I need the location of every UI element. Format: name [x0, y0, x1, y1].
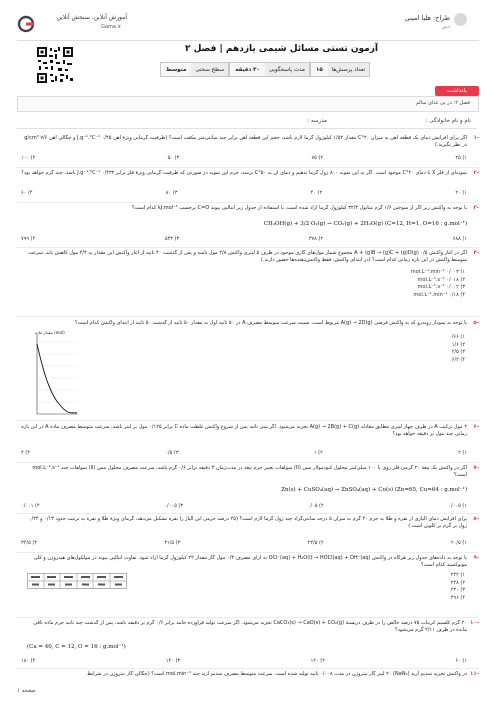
question-8 — [17, 516, 479, 553]
question-7 — [17, 465, 479, 514]
option[interactable]: ۳) ۰/۰۰۵ — [164, 503, 184, 509]
question-9 — [17, 555, 479, 618]
question-text: با توجه به نمودار روبه‌رو که به واکنش فرضی A(g) → 2D(g) مربوط است، نسبت سرعت متوسط مصرف A در ۵۰ ثانیه اول به مقدار ۵۰ ثانیه از گذشت ۵۰ ثانیه از ابتدای واکنش کدام است؟ — [75, 320, 467, 326]
option[interactable]: ۳) ۸۰ — [165, 190, 178, 196]
question-text: نمونه‌ای از فلز X با دمای ۲۰°C موجود است. اگر به این نمونه ۸۰۰ ژول گرما بدهیم و دمای آن به ۵۰°C برسد، جرم این نمونه در صورتی که ظرفیت گرمایی ویژهٔ فلز برابر ۰/۴۳۲ J.g⁻¹.°C⁻¹ باشد، چند گرم خواهد بود؟ — [21, 170, 467, 176]
reaction-formula: Zn(s) + CuSO₄(aq) → ZnSO₄(aq) + Cu(s) (Zn=65, Cu=64 : g.mol⁻¹) — [281, 487, 467, 493]
question-11 — [17, 671, 479, 685]
author-name: طراح: هلیا امینی — [404, 14, 450, 22]
options-row — [21, 540, 467, 546]
option[interactable]: ۲) ۳۷۸ — [308, 236, 324, 242]
option[interactable]: ۳) ۲/۵ — [451, 349, 465, 355]
question-3 — [17, 205, 479, 248]
option[interactable]: ۱) ۲۴۲ — [450, 572, 465, 578]
question-text: ۲ مول ترکیب A در ظرف چهار لیتری مطابق معادله A(g) → 2B(g) + C(g) تجزیه می‌شود. اگر سی ثانیه پس از شروع واکنش غلظت ماده C برابر ۰/۱۲۵ مول بر لیتر باشد، سرعت متوسط مصرف ماده A در این بازه زمانی چند مول بر دقیقه خواهد بود؟ — [21, 424, 467, 437]
notes-text: فصل ۲: در پی غذای سالم — [415, 100, 470, 106]
options-row — [21, 503, 467, 509]
stat-key: مدت پاسخگویی — [265, 63, 309, 76]
question-number: ۴- — [473, 250, 479, 256]
option[interactable]: ۲) ۷۵ — [311, 155, 324, 161]
stat-value: متوسط — [166, 66, 187, 73]
page-footer: صفحه ۱ — [17, 688, 36, 694]
options-row — [21, 236, 467, 242]
question-text: با توجه به واکنش زیر اگر از سوختن ۱/۶ گرم متانول ۳۲/۴ کیلوژول گرما آزاد شده است، با استفاده از جدول زیر آنتالپی پیوند C=O برحسب kJ.mol⁻¹ کدام است؟ — [132, 205, 467, 211]
option[interactable]: ۱) ۰/۰۰۳ mol.L⁻¹.min⁻¹ — [410, 269, 465, 275]
option[interactable]: ۲) ۲۳/۵ — [307, 540, 324, 546]
option[interactable]: ۴) ۶۰ — [21, 190, 33, 196]
bond-energy-table — [27, 573, 127, 589]
option[interactable]: ۳) ۱۴۰ — [165, 658, 181, 664]
chart-y-label: مقدار ماده (mol) — [35, 330, 65, 335]
student-info-row — [17, 116, 477, 129]
option[interactable]: ۳) ۰/۵ — [165, 450, 179, 456]
option[interactable]: ۴) ۳۴/۵ — [21, 540, 38, 546]
question-number: ۱۰- — [470, 620, 479, 626]
question-text: با توجه به داده‌های جدول زیر هرگاه در واکنش OCl⁻(aq) + H₂O(l) → HOCl(aq) + OH⁻(aq) به ازای مصرف ۰/۴ مول گاز مقدار ۲۲ کیلوژول گرما آزاد شود، تفاوت آنتالپی پیوند در مولکول‌های هیدروژن و کلر، مونوکسید کدام است؟ — [33, 555, 467, 568]
decay-graph — [29, 330, 79, 418]
stat-key: تعداد پرسش‌ها — [328, 63, 370, 76]
question-2 — [17, 170, 479, 203]
options-row — [21, 658, 467, 664]
option[interactable]: ۱) ۰/۰۰۵ — [448, 503, 467, 509]
option[interactable]: ۳) ۲۳۰ — [450, 587, 465, 593]
options-row — [21, 450, 467, 456]
option[interactable]: ۲) ۰/۰۵ — [307, 503, 324, 509]
question-10 — [17, 620, 479, 669]
brand-url: Gama.ir — [101, 24, 121, 30]
option[interactable]: ۴) ۰/۱۸ mol.L⁻¹.min⁻¹ — [413, 291, 465, 298]
option[interactable]: ۴) ۴۹۶ — [450, 594, 465, 601]
question-6 — [17, 424, 479, 463]
question-text: اگر در واکنش یک تیغهٔ ۲۰ گرمی فلز روی با ۱۰۰ میلی‌لیتر محلول کبودمولار مس (II) سولفات تغییر جرم تیغه در مدت‌زمان ۳ دقیقه برابر ۰/۶ گرم باشد، سرعت مصرف محلول مس (II) سولفات چند mol.L⁻¹.s⁻¹ است؟ — [32, 465, 467, 478]
question-number: ۱۱- — [470, 671, 479, 677]
option[interactable]: ۴) ۰/۰۰۱ — [21, 503, 40, 509]
stat-value: ۳۰ دقیقه — [235, 66, 260, 73]
reaction-formula: CH₃OH(g) + 3/2 O₂(g) → CO₂(g) + 2H₂O(g) (C=12, H=1, O=16 : g.mol⁻¹) — [263, 221, 467, 227]
qr-code-icon — [36, 46, 74, 84]
question-number: ۶- — [473, 424, 479, 430]
question-text: برای افزایش دمای آلیاژی از نقره و طلا به جرم ۴۰ گرم به میزان ۵ درجه سانتی‌گراد چند ژول گرما لازم است؟ (۲۵ درصد جرمی این آلیاژ را نقره تشکیل می‌دهد، گرمای ویژهٔ طلا و نقره به ترتیب حدود ۰/۱۳ و ۰/۲۴ ژول بر گرم بر کلوین است.) — [28, 516, 467, 529]
question-number: ۷- — [473, 465, 479, 471]
option[interactable]: ۲) ۴۰ — [310, 190, 323, 196]
option[interactable]: ۱) ۶۸۸ — [452, 236, 467, 242]
option[interactable]: ۱) ۲۵ — [455, 155, 467, 161]
options-row — [21, 190, 467, 196]
school-label[interactable]: مدرسه : — [307, 118, 327, 124]
options-column — [451, 572, 465, 602]
header-divider — [17, 40, 479, 41]
question-number: ۸- — [473, 516, 479, 522]
option[interactable]: ۱) ۲۰/۵ — [451, 540, 467, 546]
option[interactable]: ۳) ۳۱/۵ — [164, 540, 181, 546]
option[interactable]: ۲) ۱/۶ — [451, 341, 465, 348]
question-number: ۹- — [473, 555, 479, 561]
stat-value: ۱۵ — [315, 66, 323, 73]
option[interactable]: ۴) ۴ — [21, 450, 30, 456]
stat-question-count — [310, 62, 370, 77]
option[interactable]: ۳) ۵۴۳ — [164, 236, 180, 242]
student-name-label[interactable]: نام و نام خانوادگی : — [425, 118, 471, 124]
option[interactable]: ۲) ۱۲۰ — [310, 658, 325, 664]
option[interactable]: ۴) ۷۹۹ — [21, 236, 36, 242]
question-1 — [17, 135, 479, 168]
molar-mass-formula: (Ca = 40, C = 12, O = 16 : g.mol⁻¹) — [27, 644, 126, 650]
notes-box — [17, 96, 479, 112]
option[interactable]: ۱) ۲۰ — [455, 190, 467, 196]
stat-difficulty — [160, 62, 229, 77]
option[interactable]: ۳) ۵۰ — [167, 155, 180, 161]
exam-title: آزمون تستی مسائل شیمی یازدهم | فصل ۲ — [184, 44, 378, 54]
option[interactable]: ۲) ۰/۰۱۸ mol.L⁻¹.s⁻¹ — [417, 276, 465, 283]
brand-title: آموزش آنلاین، سنجش آنلاین — [56, 14, 127, 21]
brand[interactable] — [17, 13, 127, 38]
question-text: اگر در آغاز واکنش ۰/۵ (g)A + (g)B → (g)C + (g)D مجموع شمار مول‌های گازی موجود در ظرف ۵ لیتری واکنش ۲/۸ مول باشد و پس از گذشت ۴۰ ثانیه از آغاز واکنش این مقدار به ۲/۴ مول کاهش یابد، سرعت متوسط واکنش در این بازه زمانی کدام است؟ (در ابتدای واکنش، فقط واکنش‌دهنده‌ها حضور دارند.) — [28, 250, 467, 263]
brand-logo-icon — [17, 15, 39, 33]
question-number: ۵- — [473, 320, 479, 326]
question-5 — [17, 320, 479, 421]
options-row — [21, 155, 467, 161]
option[interactable]: ۱) ۲ — [458, 450, 467, 456]
author-avatar — [454, 13, 467, 26]
options-column — [411, 269, 465, 299]
option[interactable]: ۲) ۲۴۸ — [450, 579, 465, 586]
question-number: ۱- — [473, 135, 479, 141]
question-4 — [17, 250, 479, 317]
option[interactable]: ۴) ۱۰۰ — [21, 155, 36, 161]
option[interactable]: ۴) ۱۸۰ — [21, 658, 36, 664]
question-text: اگر برای افزایش دمای یک قطعه آهن به میزان ۲۰°C مقدار ۱/۵۲ کیلوژول گرما لازم باشد، حجم این قطعه آهن برابر چند سانتی‌متر مکعب است؟ (ظرفیت گرمایی ویژهٔ آهن ۰/۴۵ J.g⁻¹.°C⁻¹ و چگالی آهن ۷/۶ g/cm³ در نظر بگیرید.) — [24, 135, 467, 148]
option[interactable]: ۴) ۶/۲ — [451, 356, 465, 363]
option[interactable]: ۱) ۰/۶۶ — [449, 334, 465, 340]
author-role: دبیر — [442, 24, 450, 30]
question-text: ۲۰ گرم کلسیم کربنات ۷۵ درصد خالص را در ظرف دربستهٔ CaCO₃(s) → CaO(s) + CO₂(g) تجزیه می‌شود. اگر سرعت تولید فراورده جامد برابر ۰/۶ گرم بر دقیقه باشد، پس از گذشت چند ثانیه جرم ماده باقی مانده در ظرف ۲/۱۱ گرم می‌شود؟ — [33, 620, 467, 633]
question-number: ۳- — [473, 205, 479, 211]
option[interactable]: ۱) ۶۰ — [455, 658, 467, 664]
notes-tab[interactable]: یادداشت — [435, 86, 479, 96]
stat-duration — [229, 62, 310, 77]
option[interactable]: ۳) ۰/۰۰۲ mol.L⁻¹.s⁻¹ — [417, 284, 465, 290]
options-column — [449, 334, 465, 364]
question-text: در واکنش تجزیه سدیم آزید (NaN₃) ۲۰ لیتر گاز نیتروژن در مدت ۰/۰۰۸ ثانیه تولید شده است. سرعت متوسط مصرف سدیم آزید چند mol.min⁻¹ است؟ (چگالی گاز نیتروژن در شرایط — [87, 671, 467, 677]
question-number: ۲- — [473, 170, 479, 176]
exam-stats — [160, 62, 370, 77]
option[interactable]: ۲) ۱ — [313, 450, 323, 456]
stat-key: سطح سختی — [191, 63, 228, 76]
